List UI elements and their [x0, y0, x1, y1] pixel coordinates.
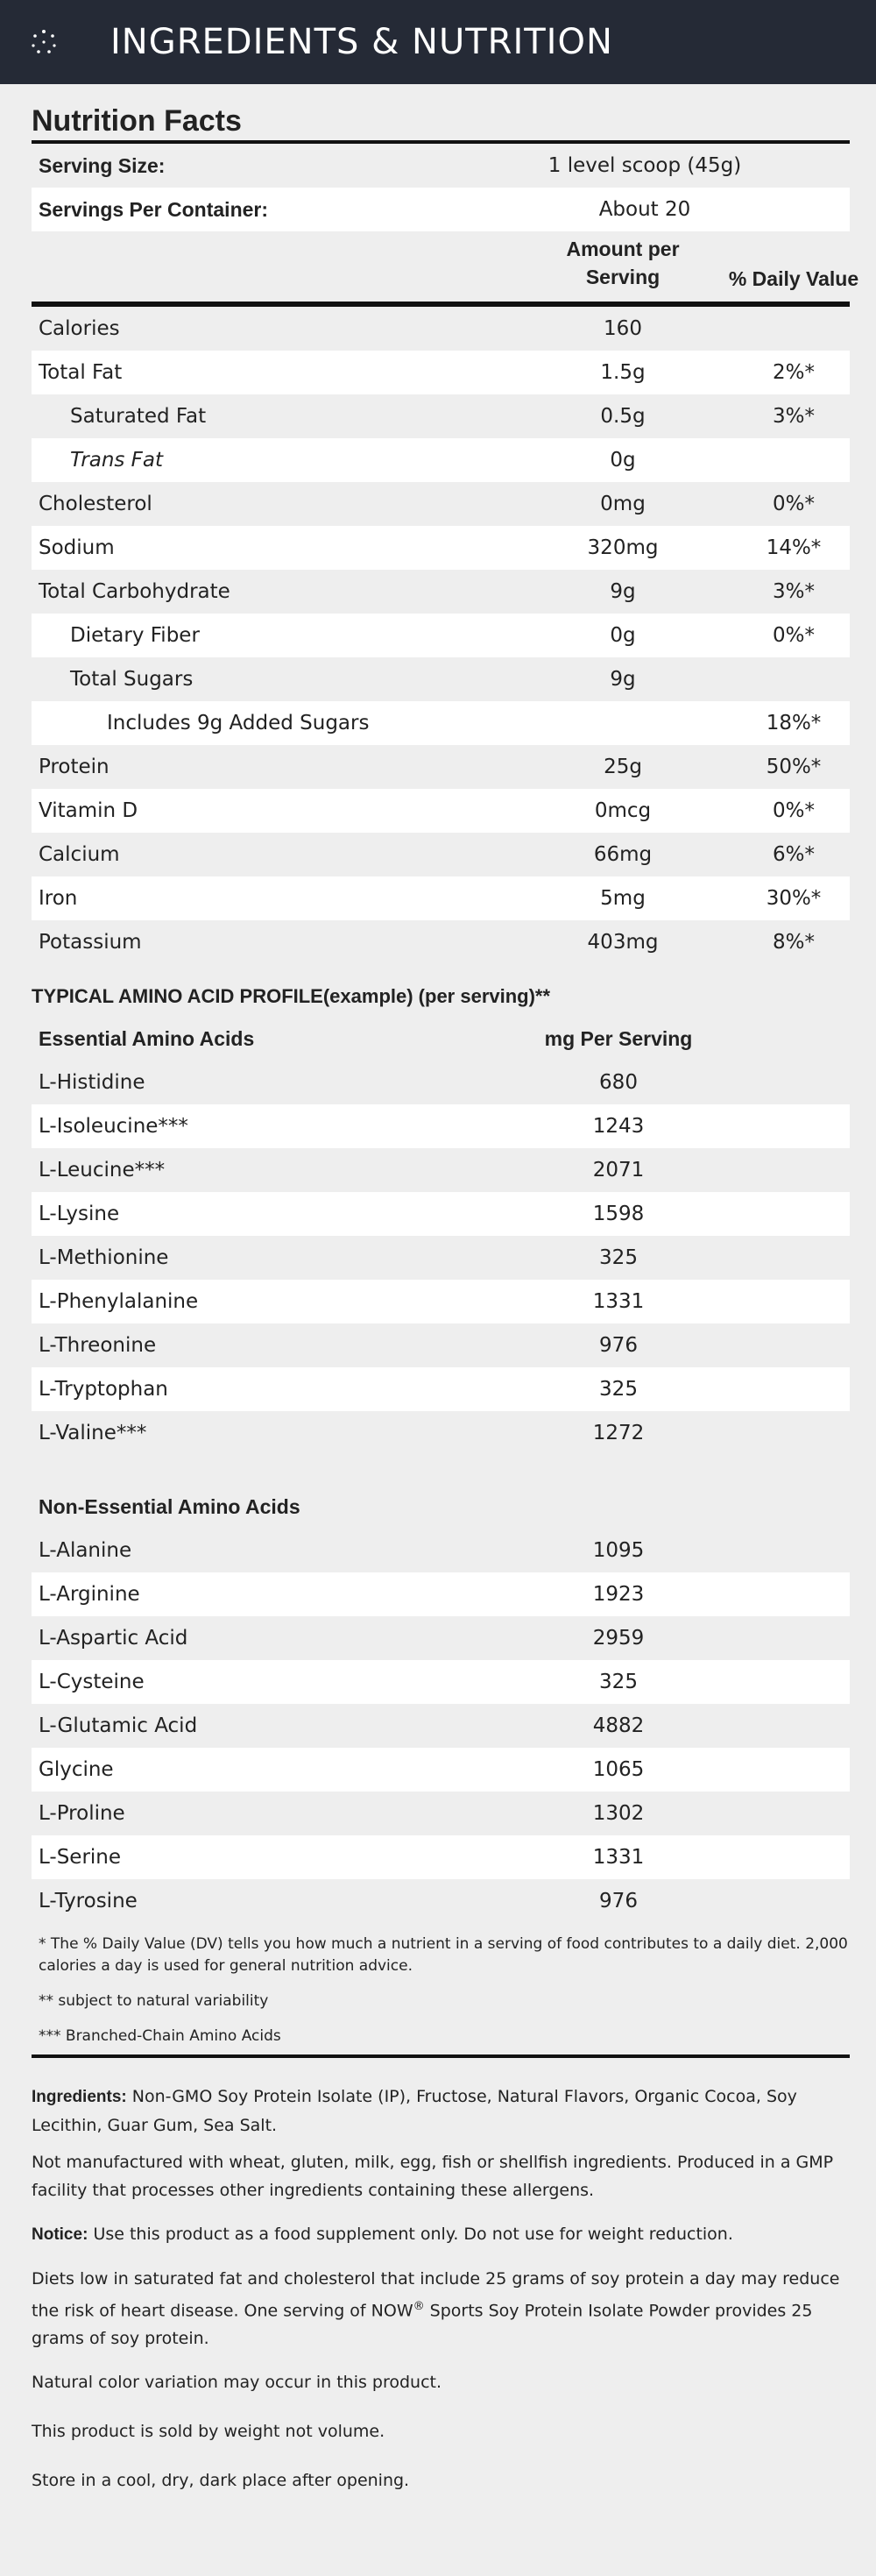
nutrient-dv: 3%*	[773, 580, 815, 603]
nutrient-dv: 6%*	[773, 843, 815, 866]
amino-name: L-Leucine***	[39, 1159, 166, 1182]
nutrient-amount: 1.5g	[600, 361, 646, 384]
nutrition-row	[32, 614, 850, 657]
amino-row	[32, 1367, 850, 1411]
nutrition-row	[32, 570, 850, 614]
nutrient-amount: 0.5g	[600, 405, 646, 428]
nutrient-name: Sodium	[39, 536, 115, 559]
amino-name: L-Lysine	[39, 1203, 120, 1225]
nutrient-amount: 9g	[610, 668, 636, 691]
nutrient-dv: 50%*	[766, 756, 822, 778]
footnote-bcaa: *** Branched-Chain Amino Acids	[39, 2027, 281, 2045]
page-title: INGREDIENTS & NUTRITION	[110, 22, 613, 62]
amino-value: 325	[599, 1671, 638, 1693]
amino-value: 680	[599, 1071, 638, 1094]
health-claim-paragraph	[32, 2265, 850, 2352]
nutrient-name: Total Fat	[39, 361, 123, 384]
health-claim-text-a: Diets low in saturated fat and cholesterol that include 25 grams of soy protein a day may reduce the risk of heart disease. One serving of NOW	[32, 2269, 840, 2321]
nutrient-name: Cholesterol	[39, 493, 152, 515]
amino-value: 1598	[592, 1203, 645, 1225]
amino-name: L-Arginine	[39, 1583, 140, 1606]
amino-row	[32, 1792, 850, 1835]
nutrient-dv: 0%*	[773, 799, 815, 822]
registered-mark: ®	[413, 2300, 425, 2313]
amino-value: 1243	[592, 1115, 645, 1138]
amino-row	[32, 1879, 850, 1923]
nutrition-row	[32, 394, 850, 438]
nutrition-row	[32, 482, 850, 526]
nutrient-name: Saturated Fat	[70, 405, 207, 428]
amino-row	[32, 1280, 850, 1323]
nutrition-row	[32, 307, 850, 351]
amino-row	[32, 1236, 850, 1280]
nonessential-table	[32, 1529, 850, 1923]
amino-value: 1331	[592, 1846, 645, 1869]
amino-value: 2959	[592, 1627, 645, 1650]
nutrient-amount: 0mcg	[594, 799, 652, 822]
nutrient-name: Iron	[39, 887, 78, 910]
nutrient-name: Includes 9g Added Sugars	[107, 712, 370, 734]
amino-name: L-Phenylalanine	[39, 1290, 199, 1313]
health-claim-text-b: Sports Soy Protein Isolate Powder provides 25 grams of soy protein.	[32, 2301, 813, 2349]
amino-name: L-Serine	[39, 1846, 122, 1869]
nutrient-amount: 320mg	[587, 536, 659, 559]
notice-label: Notice:	[32, 2225, 88, 2244]
amino-value: 1065	[592, 1758, 645, 1781]
nonessential-header	[32, 1485, 850, 1529]
nutrient-name: Dietary Fiber	[70, 624, 200, 647]
amino-profile-title: TYPICAL AMINO ACID PROFILE(example) (per serving)**	[32, 985, 551, 1007]
nutrition-row	[32, 789, 850, 833]
amino-name: L-Histidine	[39, 1071, 145, 1094]
amino-name: L-Tryptophan	[39, 1378, 168, 1401]
footnote-dv: * The % Daily Value (DV) tells you how much a nutrient in a serving of food contributes to a daily diet. 2,000 calories a day is used for general nutrition advice.	[39, 1935, 848, 1975]
amino-name: L-Aspartic Acid	[39, 1627, 188, 1650]
nutrient-dv: 30%*	[766, 887, 822, 910]
amount-column-label: Amount per Serving	[566, 238, 680, 288]
amino-row	[32, 1411, 850, 1455]
nonessential-label: Non-Essential Amino Acids	[39, 1494, 300, 1518]
nutrient-dv: 0%*	[773, 624, 815, 647]
amino-row	[32, 1704, 850, 1748]
amino-name: L-Proline	[39, 1802, 125, 1825]
amino-value: 4882	[592, 1714, 645, 1737]
nutrition-table	[32, 307, 850, 964]
servings-label: Servings Per Container:	[39, 197, 269, 221]
nutrient-dv: 0%*	[773, 493, 815, 515]
page-header	[0, 0, 876, 84]
amino-name: L-Threonine	[39, 1334, 157, 1357]
serving-size-value: 1 level scoop (45g)	[548, 154, 742, 177]
nutrient-name: Vitamin D	[39, 799, 138, 822]
nutrient-dv: 3%*	[773, 405, 815, 428]
amino-row	[32, 1616, 850, 1660]
amino-value: 1095	[592, 1539, 645, 1562]
amino-value: 325	[599, 1246, 638, 1269]
amino-row	[32, 1835, 850, 1879]
nutrient-amount: 9g	[610, 580, 636, 603]
nutrient-name: Potassium	[39, 931, 142, 954]
nutrient-amount: 5mg	[600, 887, 646, 910]
nutrient-dv: 14%*	[766, 536, 822, 559]
nutrition-facts-title: Nutrition Facts	[32, 104, 242, 138]
nutrient-name: Protein	[39, 756, 110, 778]
amino-value: 325	[599, 1378, 638, 1401]
storage-note: Store in a cool, dry, dark place after opening.	[32, 2471, 410, 2491]
nutrition-row	[32, 526, 850, 570]
amino-value: 1302	[592, 1802, 645, 1825]
amino-row	[32, 1061, 850, 1104]
nutrition-row	[32, 701, 850, 745]
servings-value: About 20	[598, 198, 691, 221]
nutrient-name: Total Sugars	[70, 668, 194, 691]
amino-name: L-Isoleucine***	[39, 1115, 188, 1138]
amino-row	[32, 1572, 850, 1616]
amino-row	[32, 1748, 850, 1792]
serving-size-label: Serving Size:	[39, 153, 166, 177]
nutrient-amount: 0g	[610, 624, 636, 647]
allergen-paragraph: Not manufactured with wheat, gluten, milk, egg, fish or shellfish ingredients. Produced in a GMP facility that processes other ingredients containing these allergens.	[32, 2153, 834, 2200]
nutrient-name: Calories	[39, 317, 120, 340]
amino-row	[32, 1323, 850, 1367]
amino-value: 976	[599, 1334, 638, 1357]
amino-name: L-Glutamic Acid	[39, 1714, 198, 1737]
amino-value: 2071	[592, 1159, 645, 1182]
notice-text: Use this product as a food supplement only. Do not use for weight reduction.	[88, 2225, 733, 2244]
amino-row	[32, 1192, 850, 1236]
mg-label: mg Per Serving	[544, 1026, 693, 1050]
footnote-variability: ** subject to natural variability	[39, 1992, 269, 2010]
amino-name: L-Cysteine	[39, 1671, 145, 1693]
nutrient-amount: 160	[604, 317, 642, 340]
amino-row	[32, 1148, 850, 1192]
nutrient-dv: 18%*	[766, 712, 822, 734]
nutrition-row	[32, 833, 850, 876]
nutrition-row	[32, 351, 850, 394]
nutrient-amount: 0g	[610, 449, 636, 472]
nutrient-amount: 403mg	[587, 931, 659, 954]
amino-value: 1272	[592, 1422, 645, 1444]
nutrient-amount: 66mg	[593, 843, 653, 866]
ingredients-label: Ingredients:	[32, 2088, 127, 2106]
nutrition-row	[32, 438, 850, 482]
serving-size-row	[32, 144, 850, 188]
amino-value: 1923	[592, 1583, 645, 1606]
essential-label: Essential Amino Acids	[39, 1026, 255, 1050]
amino-name: L-Tyrosine	[39, 1890, 138, 1912]
servings-row	[32, 188, 850, 231]
nutrient-dv: 8%*	[773, 931, 815, 954]
dv-column-label: % Daily Value	[728, 267, 859, 290]
amino-row	[32, 1529, 850, 1572]
nutrient-amount: 25g	[604, 756, 642, 778]
nutrition-row	[32, 745, 850, 789]
color-variation-note: Natural color variation may occur in this product.	[32, 2373, 442, 2393]
notice-paragraph	[32, 2220, 850, 2249]
nutrition-column-header	[32, 231, 859, 302]
ingredients-paragraph	[32, 2083, 850, 2140]
amino-row	[32, 1660, 850, 1704]
amino-name: Glycine	[39, 1758, 114, 1781]
amino-value: 1331	[592, 1290, 645, 1313]
nutrient-name: Trans Fat	[70, 449, 164, 472]
sparkle-icon	[30, 28, 58, 56]
nutrient-dv: 2%*	[773, 361, 815, 384]
nutrition-row	[32, 920, 850, 964]
amino-name: L-Methionine	[39, 1246, 169, 1269]
nutrition-row	[32, 876, 850, 920]
amino-row	[32, 1104, 850, 1148]
essential-header	[32, 1017, 850, 1061]
nutrition-row	[32, 657, 850, 701]
essential-table	[32, 1061, 850, 1455]
weight-note: This product is sold by weight not volume.	[32, 2422, 385, 2442]
amino-value: 976	[599, 1890, 638, 1912]
ingredients-text: Non-GMO Soy Protein Isolate (IP), Fructose, Natural Flavors, Organic Cocoa, Soy Lecithin, Guar Gum, Sea Salt.	[32, 2087, 797, 2135]
amino-name: L-Alanine	[39, 1539, 132, 1562]
nutrient-name: Total Carbohydrate	[39, 580, 230, 603]
amino-name: L-Valine***	[39, 1422, 147, 1444]
nutrient-amount: 0mg	[600, 493, 646, 515]
nutrient-name: Calcium	[39, 843, 120, 866]
